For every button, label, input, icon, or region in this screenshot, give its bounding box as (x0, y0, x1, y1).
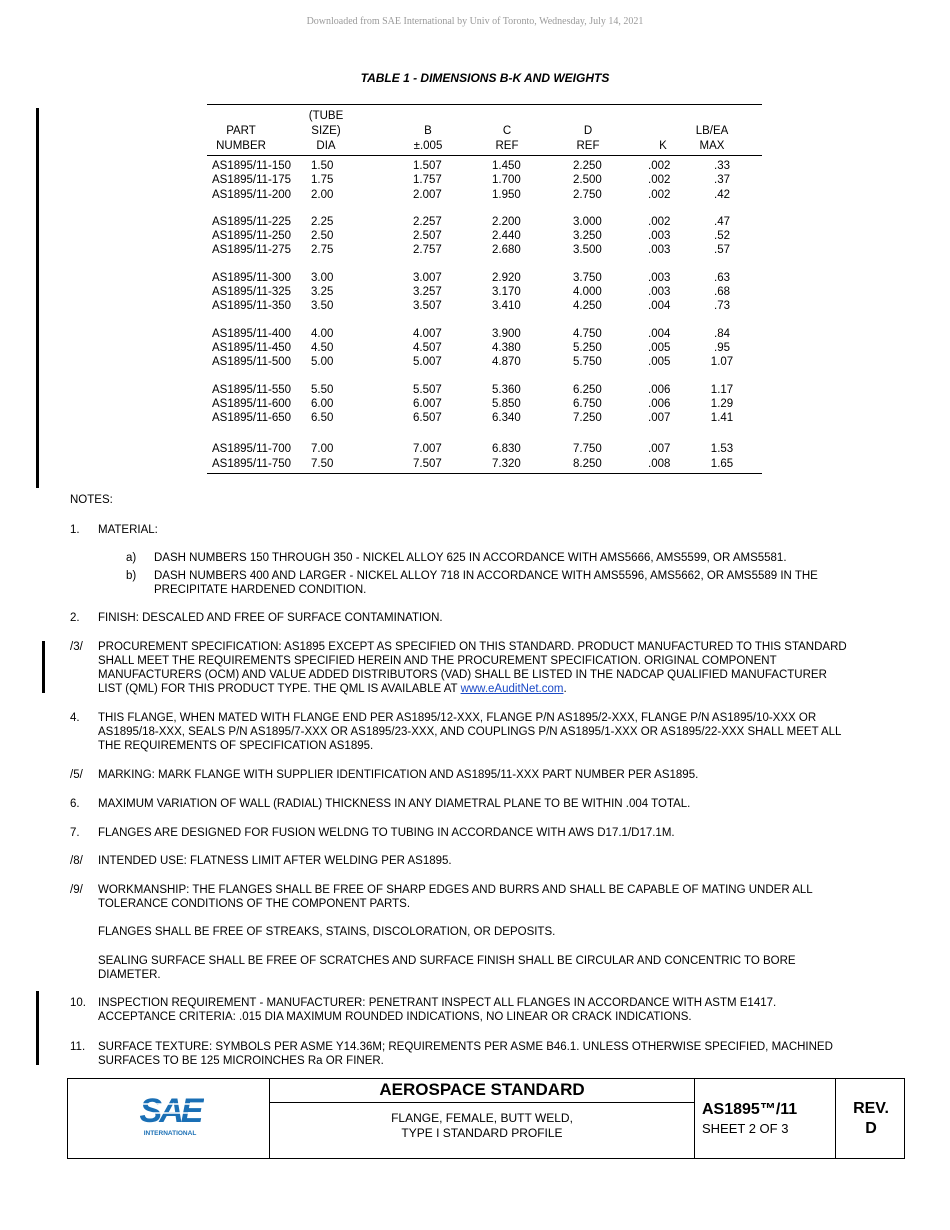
table-cell: 3.25 (311, 286, 334, 299)
table-cell: 7.250 (573, 412, 602, 425)
table-cell: AS1895/11-275 (212, 244, 292, 257)
note-number: 2. (70, 612, 80, 624)
table-cell: 3.410 (492, 300, 521, 313)
table-row (207, 229, 762, 243)
note-number: 10. (70, 997, 86, 1009)
note-number: 11. (70, 1041, 86, 1053)
table-cell: .002 (648, 215, 671, 228)
table-cell: .73 (714, 300, 730, 313)
table-cell: 4.007 (413, 327, 442, 340)
dimensions-table (207, 104, 762, 474)
header-line (201, 109, 281, 124)
table-cell: .95 (714, 341, 730, 354)
table-cell: 5.750 (573, 356, 602, 369)
table-cell: 1.75 (311, 174, 334, 187)
table-cell: 1.17 (710, 383, 734, 396)
eauditnet-link[interactable]: www.eAuditNet.com (460, 683, 564, 695)
table-row (207, 457, 762, 471)
table-cell: 6.507 (413, 412, 442, 425)
table-cell: 7.750 (573, 443, 602, 456)
table-cell: .008 (648, 457, 671, 470)
table-cell: .003 (648, 286, 671, 299)
sae-logo-subtext: INTERNATIONAL (143, 1130, 197, 1137)
table-cell: 2.50 (311, 230, 334, 243)
group-spacer (207, 202, 762, 215)
table-cell: 3.500 (573, 244, 602, 257)
group-spacer (207, 425, 762, 442)
table-cell: 1.41 (710, 412, 734, 425)
table-cell: 5.50 (311, 383, 334, 396)
note-number: /5/ (70, 769, 83, 781)
table-cell: .68 (714, 286, 730, 299)
table-cell: 5.850 (492, 397, 521, 410)
table-cell: 7.50 (311, 457, 334, 470)
table-cell: AS1895/11-500 (212, 356, 292, 369)
table-cell: .42 (714, 188, 730, 201)
header-line: (TUBE (308, 110, 344, 122)
header-line: C (502, 125, 512, 137)
table-cell: AS1895/11-650 (212, 412, 292, 425)
header-line: REF (495, 140, 519, 152)
sae-logo (136, 1091, 204, 1137)
download-notice: Downloaded from SAE International by Univ of Toronto, Wednesday, July 14, 2021 (306, 16, 644, 27)
note-text: MAXIMUM VARIATION OF WALL (RADIAL) THICKNESS IN ANY DIAMETRAL PLANE TO BE WITHIN .004 TOTAL. (98, 798, 691, 810)
group-spacer (207, 258, 762, 271)
table-cell: 6.007 (413, 397, 442, 410)
change-bar (42, 641, 45, 693)
table-row (207, 327, 762, 341)
note-text: MATERIAL: (98, 524, 158, 536)
header-line: SIZE) (311, 125, 341, 137)
table-cell: 4.750 (573, 327, 602, 340)
table-cell: AS1895/11-300 (212, 271, 292, 284)
note-number: /8/ (70, 855, 83, 867)
table-cell: 3.750 (573, 271, 602, 284)
table-cell: 2.440 (492, 230, 521, 243)
table-cell: .007 (648, 443, 671, 456)
table-cell: 6.340 (492, 412, 521, 425)
table-row (207, 355, 762, 369)
column-header (201, 109, 281, 154)
table-cell: 7.320 (492, 457, 521, 470)
table-cell: 4.000 (573, 286, 602, 299)
table-cell: .002 (648, 174, 671, 187)
table-title: TABLE 1 - DIMENSIONS B-K AND WEIGHTS (360, 71, 610, 85)
table-cell: 3.170 (492, 286, 521, 299)
table-cell: 2.680 (492, 244, 521, 257)
table-cell: 2.75 (311, 244, 334, 257)
header-line: PART (226, 125, 256, 137)
group-spacer (207, 370, 762, 383)
table-cell: 5.507 (413, 383, 442, 396)
revision-label: REV. (853, 1100, 889, 1117)
table-cell: .33 (714, 160, 730, 172)
column-header (672, 109, 752, 154)
table-cell: 2.257 (413, 215, 442, 228)
table-cell: 8.250 (573, 457, 602, 470)
table-cell: AS1895/11-550 (212, 383, 292, 396)
table-cell: 2.25 (311, 215, 334, 228)
table-cell: 2.920 (492, 271, 521, 284)
table-cell: .52 (714, 230, 730, 243)
notes-heading: NOTES: (70, 494, 113, 506)
table-cell: 2.250 (573, 160, 602, 172)
table-cell: 5.360 (492, 383, 521, 396)
table-cell: AS1895/11-700 (212, 443, 292, 456)
table-cell: .005 (648, 356, 671, 369)
table-cell: .004 (648, 300, 671, 313)
note-text: FLANGES SHALL BE FREE OF STREAKS, STAINS, DISCOLORATION, OR DEPOSITS. (98, 926, 556, 938)
table-cell: 1.757 (413, 174, 442, 187)
table-cell: 2.507 (413, 230, 442, 243)
table-cell: AS1895/11-400 (212, 327, 292, 340)
table-cell: 1.700 (492, 174, 521, 187)
table-cell: .57 (714, 244, 730, 257)
table-cell: .63 (714, 271, 730, 284)
table-row (207, 383, 762, 397)
note-number: a) (126, 552, 137, 564)
table-cell: AS1895/11-450 (212, 341, 292, 354)
table-row (207, 271, 762, 285)
table-row (207, 215, 762, 229)
table-cell: 3.50 (311, 300, 334, 313)
table-row (207, 442, 762, 456)
table-cell: 4.870 (492, 356, 521, 369)
table-row (207, 159, 762, 173)
note-number: 7. (70, 827, 80, 839)
table-cell: 2.200 (492, 215, 521, 228)
header-line: NUMBER (216, 140, 266, 152)
table-cell: 7.507 (413, 457, 442, 470)
table-header (207, 105, 762, 156)
table-cell: 1.950 (492, 188, 521, 201)
description-line-1: FLANGE, FEMALE, BUTT WELD, (391, 1111, 573, 1125)
header-line (467, 109, 547, 124)
table-cell: 4.507 (413, 341, 442, 354)
table-cell: 1.07 (710, 356, 734, 369)
note-text: THIS FLANGE, WHEN MATED WITH FLANGE END PER AS1895/12-XXX, FLANGE P/N AS1895/2-XXX, FLANGE P/N AS1895/10-XXX OR AS1895/18-XXX, SEALS P/N AS1895/7-XXX OR AS1895/23-XXX, AND COUPLINGS P/N AS1895/1-XXX OR AS1895/22-XXX SHALL MEET ALL THE REQUIREMENTS OF SPECIFICATION AS1895. (98, 712, 841, 752)
table-cell: 4.380 (492, 341, 521, 354)
title-block (67, 1078, 905, 1159)
table-cell: .004 (648, 327, 671, 340)
table-cell: 3.250 (573, 230, 602, 243)
table-cell: AS1895/11-225 (212, 215, 292, 228)
note-text: WORKMANSHIP: THE FLANGES SHALL BE FREE OF SHARP EDGES AND BURRS AND SHALL BE CAPABLE OF MATING UNDER ALL TOLERANCE CONDITIONS OF THE COMPONENT PARTS. (98, 884, 813, 910)
table-cell: 6.750 (573, 397, 602, 410)
table-cell: .003 (648, 230, 671, 243)
change-bar (36, 108, 39, 488)
column-header (467, 109, 547, 154)
table-cell: AS1895/11-750 (212, 457, 292, 470)
group-spacer (207, 314, 762, 327)
document-number: AS1895™/11 (702, 1101, 798, 1118)
table-cell: 7.00 (311, 443, 334, 456)
part-description (270, 1111, 694, 1141)
table-cell: 3.507 (413, 300, 442, 313)
table-cell: 4.50 (311, 341, 334, 354)
column-header (286, 109, 366, 154)
table-row (207, 397, 762, 411)
note-text: DASH NUMBERS 150 THROUGH 350 - NICKEL ALLOY 625 IN ACCORDANCE WITH AMS5666, AMS5599, OR AMS5581. (154, 552, 787, 564)
table-cell: 6.00 (311, 397, 334, 410)
table-cell: 1.50 (311, 160, 334, 172)
note-number: b) (126, 570, 137, 582)
column-header (388, 109, 468, 154)
change-bar (36, 991, 39, 1065)
table-cell: 1.65 (710, 457, 734, 470)
table-cell: 5.250 (573, 341, 602, 354)
table-cell: 7.007 (413, 443, 442, 456)
note-text: DASH NUMBERS 400 AND LARGER - NICKEL ALLOY 718 IN ACCORDANCE WITH AMS5596, AMS5662, OR AMS5589 IN THE PRECIPITATE HARDENED CONDITION. (154, 570, 818, 596)
note-text: FINISH: DESCALED AND FREE OF SURFACE CONTAMINATION. (98, 612, 443, 624)
note-number: 4. (70, 712, 80, 724)
table-cell: AS1895/11-150 (212, 160, 292, 172)
table-cell: 4.250 (573, 300, 602, 313)
table-cell: 2.757 (413, 244, 442, 257)
note-number: 1. (70, 524, 80, 536)
note-text: FLANGES ARE DESIGNED FOR FUSION WELDNG TO TUBING IN ACCORDANCE WITH AWS D17.1/D17.1M. (98, 827, 675, 839)
description-line-2: TYPE I STANDARD PROFILE (401, 1126, 563, 1140)
header-line (672, 109, 752, 124)
table-row (207, 243, 762, 257)
revision (836, 1099, 906, 1139)
header-line: LB/EA (695, 125, 729, 137)
header-line (548, 109, 628, 124)
column-header (548, 109, 628, 154)
table-row (207, 411, 762, 425)
note-text: PROCUREMENT SPECIFICATION: AS1895 EXCEPT AS SPECIFIED ON THIS STANDARD. PRODUCT MANUFACTURED TO THIS STANDARD SHALL MEET THE REQUIREMENTS SPECIFIED HEREIN AND THE PROCUREMENT SPECIFICATION. ORIGINAL COMPONENT MANUFACTURERS (OCM) AND VALUE ADDED DISTRIBUTORS (VAD) SHALL BE LISTED IN THE NADCAP QUALIFIED MANUFACTURER LIST (QML) FOR THIS PRODUCT TYPE. THE QML IS AVAILABLE AT www.eAuditNet.com. (98, 641, 847, 695)
table-cell: .006 (648, 397, 671, 410)
table-cell: 3.000 (573, 215, 602, 228)
table-cell: AS1895/11-350 (212, 300, 292, 313)
table-cell: 4.00 (311, 327, 334, 340)
header-line: K (659, 140, 667, 152)
table-cell: 3.257 (413, 286, 442, 299)
table-cell: 1.29 (710, 397, 734, 410)
table-cell: AS1895/11-200 (212, 188, 292, 201)
header-line: ±.005 (413, 140, 443, 152)
table-cell: .007 (648, 412, 671, 425)
table-cell: 6.250 (573, 383, 602, 396)
table-cell: 3.007 (413, 271, 442, 284)
header-line: MAX (699, 140, 725, 152)
note-text: INSPECTION REQUIREMENT - MANUFACTURER: PENETRANT INSPECT ALL FLANGES IN ACCORDANCE WITH ASTM E1417. ACCEPTANCE CRITERIA: .015 DIA MAXIMUM ROUNDED INDICATIONS, NO LINEAR OR CRACK INDICATIONS. (98, 997, 777, 1023)
table-row (207, 285, 762, 299)
sae-logo-letters: SAE (139, 1092, 201, 1130)
table-row (207, 173, 762, 187)
sheet-number: SHEET 2 OF 3 (702, 1121, 789, 1136)
table-cell: .002 (648, 188, 671, 201)
table-cell: AS1895/11-600 (212, 397, 292, 410)
header-line: DIA (316, 140, 336, 152)
table-body (207, 156, 762, 473)
table-row (207, 299, 762, 313)
note-number: /3/ (70, 641, 83, 653)
table-cell: 6.830 (492, 443, 521, 456)
table-cell: 2.750 (573, 188, 602, 201)
table-cell: .47 (714, 215, 730, 228)
table-cell: .006 (648, 383, 671, 396)
table-cell: .003 (648, 244, 671, 257)
table-cell: 3.00 (311, 271, 334, 284)
header-line: REF (576, 140, 600, 152)
table-cell: 5.00 (311, 356, 334, 369)
table-cell: 3.900 (492, 327, 521, 340)
table-cell: 6.50 (311, 412, 334, 425)
table-row (207, 341, 762, 355)
note-number: /9/ (70, 884, 83, 896)
standard-label: AEROSPACE STANDARD (379, 1080, 585, 1099)
table-cell: AS1895/11-250 (212, 230, 292, 243)
table-cell: 1.507 (413, 160, 442, 172)
table-cell: 2.00 (311, 188, 334, 201)
header-line: D (583, 125, 593, 137)
table-cell: .84 (714, 327, 730, 340)
title-block-divider (270, 1102, 694, 1103)
note-text: MARKING: MARK FLANGE WITH SUPPLIER IDENTIFICATION AND AS1895/11-XXX PART NUMBER PER AS1895. (98, 769, 699, 781)
table-cell: .003 (648, 271, 671, 284)
note-text: INTENDED USE: FLATNESS LIMIT AFTER WELDING PER AS1895. (98, 855, 452, 867)
table-row (207, 188, 762, 202)
table-cell: .37 (714, 174, 730, 187)
table-cell: 2.500 (573, 174, 602, 187)
header-line: B (424, 125, 432, 137)
revision-value: D (865, 1120, 877, 1137)
table-cell: 1.450 (492, 160, 521, 172)
table-cell: 1.53 (710, 443, 734, 456)
note-text: SEALING SURFACE SHALL BE FREE OF SCRATCHES AND SURFACE FINISH SHALL BE CIRCULAR AND CONCENTRIC TO BORE DIAMETER. (98, 955, 796, 981)
note-text: SURFACE TEXTURE: SYMBOLS PER ASME Y14.36M; REQUIREMENTS PER ASME B46.1. UNLESS OTHERWISE SPECIFIED, MACHINED SURFACES TO BE 125 MICROINCHES Ra OR FINER. (98, 1041, 833, 1067)
table-cell: AS1895/11-175 (212, 174, 292, 187)
title-block-divider (694, 1079, 695, 1158)
table-cell: AS1895/11-325 (212, 286, 292, 299)
table-cell: 2.007 (413, 188, 442, 201)
table-cell: 5.007 (413, 356, 442, 369)
table-cell: .002 (648, 160, 671, 172)
note-number: 6. (70, 798, 80, 810)
header-line (388, 109, 468, 124)
table-cell: .005 (648, 341, 671, 354)
